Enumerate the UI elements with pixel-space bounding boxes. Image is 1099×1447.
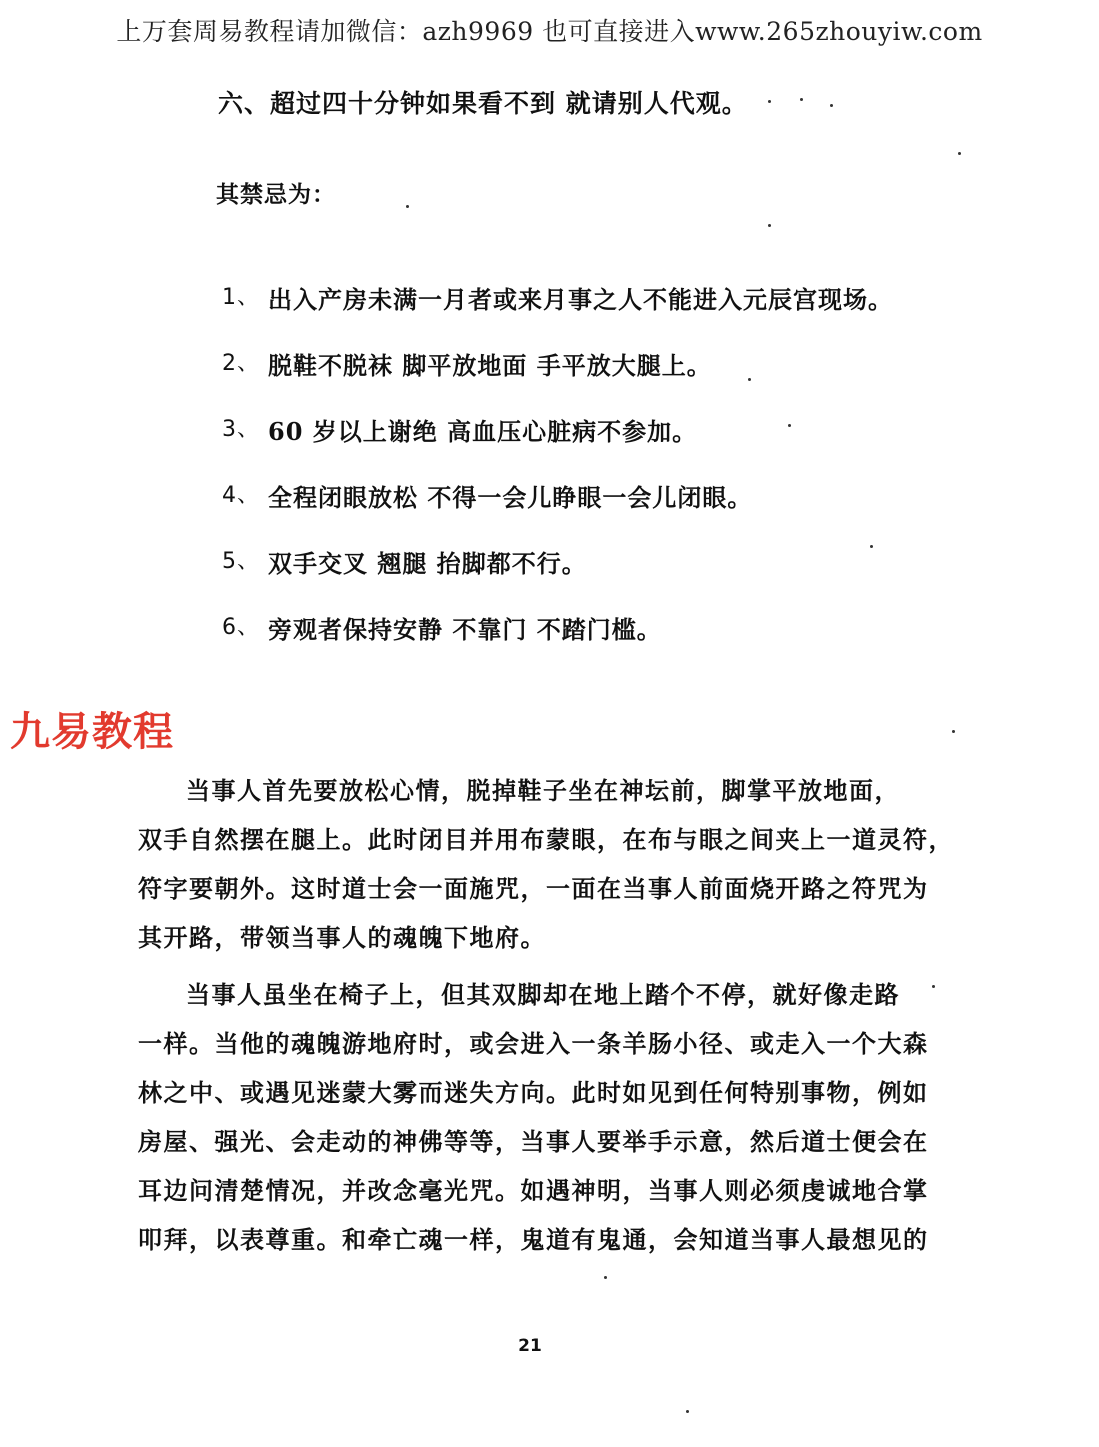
header-banner: 上万套周易教程请加微信：azh9969 也可直接进入www.265zhouyiw.com (116, 17, 983, 46)
text-line: 叩拜，以表尊重。和牵亡魂一样，鬼道有鬼通，会知道当事人最想见的 (138, 1225, 929, 1254)
text-line: 房屋、强光、会走动的神佛等等，当事人要举手示意，然后道士便会在 (138, 1127, 929, 1156)
taboo-text: 旁观者保持安静 不靠门 不踏门槛。 (268, 615, 662, 644)
taboo-item (222, 610, 893, 676)
taboo-heading: 其禁忌为： (216, 181, 336, 208)
text-line: 双手自然摆在腿上。此时闭目并用布蒙眼，在布与眼之间夹上一道灵符， (138, 825, 954, 854)
taboo-number: 6、 (222, 615, 260, 640)
taboo-number: 4、 (222, 483, 260, 508)
page-number: 21 (518, 1336, 542, 1356)
body-text (138, 766, 958, 1264)
scan-speck (932, 985, 935, 988)
taboo-item (222, 412, 893, 478)
taboo-text: 脱鞋不脱袜 脚平放地面 手平放大腿上。 (268, 351, 712, 380)
scan-speck (952, 730, 955, 733)
scan-speck (958, 152, 961, 155)
scan-speck (768, 100, 771, 103)
taboo-item (222, 280, 893, 346)
text-line: 林之中、或遇见迷蒙大雾而迷失方向。此时如见到任何特别事物，例如 (138, 1078, 929, 1107)
taboo-number: 5、 (222, 549, 260, 574)
text-line: 耳边问清楚情况，并改念毫光咒。如遇神明，当事人则必须虔诚地合掌 (138, 1176, 929, 1205)
scan-speck (604, 1276, 607, 1279)
taboo-item (222, 346, 893, 412)
text-line: 符字要朝外。这时道士会一面施咒，一面在当事人前面烧开路之符咒为 (138, 874, 929, 903)
item-six: 六、超过四十分钟如果看不到 就请别人代观。 (218, 89, 748, 118)
scan-speck (768, 224, 771, 227)
taboo-item (222, 544, 893, 610)
scan-speck (830, 104, 833, 107)
taboo-text: 全程闭眼放松 不得一会儿睁眼一会儿闭眼。 (268, 483, 753, 512)
taboo-list (222, 280, 893, 676)
taboo-text: 60 岁以上谢绝 高血压心脏病不参加。 (268, 417, 698, 446)
scan-speck (686, 1410, 689, 1413)
text-line: 其开路，带领当事人的魂魄下地府。 (138, 923, 546, 952)
watermark-logo: 九易教程 (10, 709, 174, 755)
scan-speck (870, 545, 873, 548)
text-line: 一样。当他的魂魄游地府时，或会进入一条羊肠小径、或走入一个大森 (138, 1029, 929, 1058)
text-line: 当事人首先要放松心情，脱掉鞋子坐在神坛前，脚掌平放地面， (186, 776, 900, 805)
taboo-text: 出入产房未满一月者或来月事之人不能进入元辰宫现场。 (268, 285, 893, 314)
taboo-number: 1、 (222, 285, 260, 310)
scan-speck (406, 205, 409, 208)
taboo-number: 3、 (222, 417, 260, 442)
paragraph (138, 766, 958, 962)
scan-speck (748, 378, 751, 381)
scan-speck (788, 424, 791, 427)
taboo-item (222, 478, 893, 544)
paragraph (138, 970, 958, 1264)
taboo-number: 2、 (222, 351, 260, 376)
taboo-text: 双手交叉 翘腿 抬脚都不行。 (268, 549, 587, 578)
text-line: 当事人虽坐在椅子上，但其双脚却在地上踏个不停，就好像走路 (186, 980, 900, 1009)
scan-speck (800, 98, 803, 101)
